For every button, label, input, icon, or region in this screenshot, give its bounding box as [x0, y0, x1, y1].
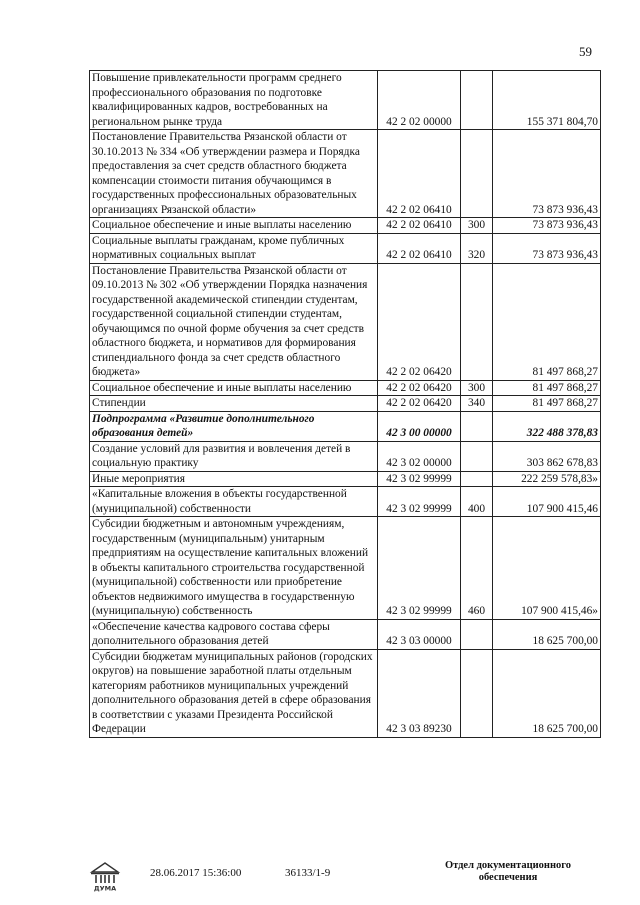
row-name: Постановление Правительства Рязанской области от 30.10.2013 № 334 «Об утверждении размера и Порядка предоставления за счет средств областного бюджета компенсации стоимости питания обучающимся в государственных профессиональных образовательных организациях Рязанской области»: [90, 130, 378, 218]
row-expense-type: [461, 263, 493, 380]
row-name: Повышение привлекательности программ среднего профессионального образования по подготовке квалифицированных кадров, востребованных на региональном рынке труда: [90, 71, 378, 130]
row-code: 42 3 02 00000: [378, 441, 461, 471]
row-code: 42 2 02 00000: [378, 71, 461, 130]
row-expense-type: [461, 71, 493, 130]
table-row: [90, 396, 601, 412]
row-code: 42 3 03 00000: [378, 619, 461, 649]
row-amount: 73 873 936,43: [493, 218, 601, 234]
page-footer: [0, 858, 640, 898]
row-expense-type: [461, 441, 493, 471]
table-row: [90, 233, 601, 263]
footer-timestamp: 28.06.2017 15:36:00: [150, 867, 242, 879]
row-code: 42 2 02 06420: [378, 263, 461, 380]
row-name: Социальное обеспечение и иные выплаты населению: [90, 218, 378, 234]
stamp-label: ДУМА: [93, 884, 117, 892]
budget-table: [89, 70, 601, 738]
row-amount: 81 497 868,27: [493, 380, 601, 396]
row-code: 42 2 02 06410: [378, 233, 461, 263]
table-row: [90, 487, 601, 517]
row-amount: 107 900 415,46: [493, 487, 601, 517]
row-expense-type: 300: [461, 218, 493, 234]
budget-table-body: [90, 71, 601, 738]
row-code: 42 3 02 99999: [378, 487, 461, 517]
row-code: 42 3 03 89230: [378, 649, 461, 737]
footer-reg-number: 36133/1-9: [285, 867, 331, 879]
row-name: Социальные выплаты гражданам, кроме публичных нормативных социальных выплат: [90, 233, 378, 263]
row-code: 42 3 02 99999: [378, 471, 461, 487]
department-line-1: Отдел документационного: [444, 860, 572, 871]
page-number: 59: [579, 44, 592, 59]
table-row: [90, 71, 601, 130]
row-name: Субсидии бюджетным и автономным учреждениям, государственным (муниципальным) унитарным предприятиям на осуществление капитальных вложений в объекты капитального строительства государственной (муниципальной) собственности или приобретение объектов недвижимого имущества в государственную (муниципальную) собственность: [90, 517, 378, 620]
row-expense-type: [461, 619, 493, 649]
row-name: «Обеспечение качества кадрового состава сферы дополнительного образования детей: [90, 619, 378, 649]
duma-emblem-icon: [88, 858, 122, 892]
row-amount: 18 625 700,00: [493, 649, 601, 737]
row-amount: 18 625 700,00: [493, 619, 601, 649]
row-code: 42 2 02 06420: [378, 396, 461, 412]
row-amount: 73 873 936,43: [493, 233, 601, 263]
table-row: [90, 471, 601, 487]
row-expense-type: [461, 649, 493, 737]
row-expense-type: [461, 471, 493, 487]
row-amount: 222 259 578,83»: [493, 471, 601, 487]
row-name: Подпрограмма «Развитие дополнительного образования детей»: [90, 411, 378, 441]
row-amount: 303 862 678,83: [493, 441, 601, 471]
row-code: 42 3 02 99999: [378, 517, 461, 620]
table-row: [90, 517, 601, 620]
table-row: [90, 380, 601, 396]
table-row: [90, 263, 601, 380]
row-code: 42 2 02 06420: [378, 380, 461, 396]
row-amount: 81 497 868,27: [493, 263, 601, 380]
table-row: [90, 218, 601, 234]
table-row: [90, 649, 601, 737]
department-line-2: обеспечения: [478, 872, 538, 883]
footer-department: [438, 860, 578, 884]
row-expense-type: 400: [461, 487, 493, 517]
row-name: Социальное обеспечение и иные выплаты населению: [90, 380, 378, 396]
table-row: [90, 441, 601, 471]
table-row: [90, 619, 601, 649]
row-expense-type: 320: [461, 233, 493, 263]
row-code: 42 2 02 06410: [378, 218, 461, 234]
row-amount: 81 497 868,27: [493, 396, 601, 412]
row-expense-type: 340: [461, 396, 493, 412]
row-amount: 155 371 804,70: [493, 71, 601, 130]
row-name: «Капитальные вложения в объекты государственной (муниципальной) собственности: [90, 487, 378, 517]
row-amount: 322 488 378,83: [493, 411, 601, 441]
row-expense-type: 460: [461, 517, 493, 620]
row-code: 42 2 02 06410: [378, 130, 461, 218]
row-expense-type: [461, 130, 493, 218]
row-expense-type: [461, 411, 493, 441]
row-name: Субсидии бюджетам муниципальных районов (городских округов) на повышение заработной платы отдельным категориям работников муниципальных учреждений дополнительного образования детей в сфере образования в соответствии с указами Президента Российской Федерации: [90, 649, 378, 737]
table-row: [90, 130, 601, 218]
row-amount: 73 873 936,43: [493, 130, 601, 218]
row-name: Иные мероприятия: [90, 471, 378, 487]
row-code: 42 3 00 00000: [378, 411, 461, 441]
row-name: Стипендии: [90, 396, 378, 412]
row-amount: 107 900 415,46»: [493, 517, 601, 620]
row-name: Создание условий для развития и вовлечения детей в социальную практику: [90, 441, 378, 471]
row-name: Постановление Правительства Рязанской области от 09.10.2013 № 302 «Об утверждении Порядка назначения государственной академической стипендии студентам, государственной социальной стипендии студентам, обучающимся по очной форме обучения за счет средств областного бюджета, и нормативов для формирования стипендиального фонда за счет средств областного бюджета»: [90, 263, 378, 380]
row-expense-type: 300: [461, 380, 493, 396]
table-row: [90, 411, 601, 441]
